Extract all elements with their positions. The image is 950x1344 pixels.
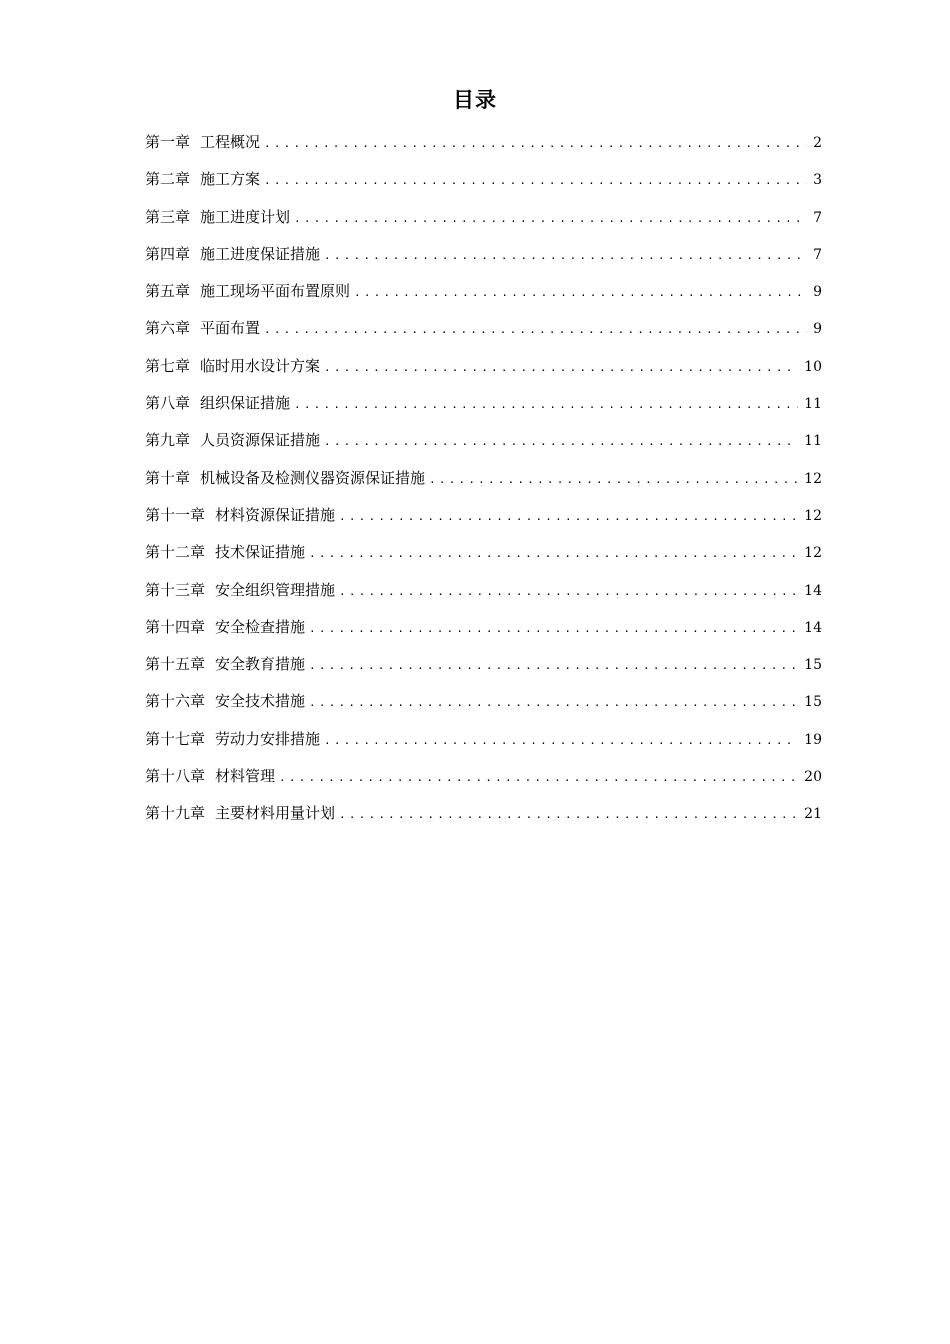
toc-entry[interactable]: [145, 460, 822, 497]
toc-dot-leader: [309, 647, 798, 684]
toc-page-number: 7: [813, 209, 822, 226]
toc-chapter-number: 第八章: [145, 394, 191, 413]
toc-page-number: 2: [813, 135, 822, 151]
toc-chapter-number: 第九章: [145, 431, 191, 450]
toc-page-number: 14: [804, 619, 822, 636]
toc-page-number: 10: [804, 358, 822, 375]
toc-chapter-title: 施工方案: [200, 170, 261, 189]
toc-dot-leader: [339, 573, 798, 610]
toc-chapter-title: 施工进度保证措施: [200, 244, 321, 263]
toc-chapter-title: 主要材料用量计划: [215, 804, 336, 823]
toc-chapter-title: 施工进度计划: [200, 207, 291, 226]
toc-page-number: 9: [813, 284, 822, 301]
toc-dot-leader: [354, 274, 807, 311]
toc-page-number: 21: [804, 806, 822, 823]
toc-page-number: 9: [813, 321, 822, 338]
toc-chapter-title: 材料资源保证措施: [215, 505, 336, 524]
toc-chapter-title: 技术保证措施: [215, 543, 306, 562]
toc-dot-leader: [264, 125, 807, 162]
toc-dot-leader: [279, 759, 798, 796]
toc-dot-leader: [264, 311, 807, 348]
toc-entry[interactable]: [145, 534, 822, 571]
toc-chapter-title: 机械设备及检测仪器资源保证措施: [200, 468, 426, 487]
toc-entry[interactable]: [145, 497, 822, 534]
toc-entry[interactable]: [145, 236, 822, 273]
toc-chapter-number: 第六章: [145, 319, 191, 338]
toc-dot-leader: [324, 349, 798, 386]
toc-page-number: 7: [813, 246, 822, 263]
toc-entry[interactable]: [145, 721, 822, 758]
toc-dot-leader: [309, 684, 798, 721]
toc-chapter-title: 人员资源保证措施: [200, 431, 321, 450]
toc-page-number: 15: [804, 694, 822, 711]
toc-dot-leader: [324, 237, 807, 274]
toc-chapter-title: 工程概况: [200, 133, 261, 151]
toc-entry[interactable]: [145, 683, 822, 720]
toc-title: 目录: [453, 88, 497, 112]
toc-chapter-number: 第三章: [145, 207, 191, 226]
toc-entry[interactable]: [145, 124, 822, 161]
toc-chapter-title: 施工现场平面布置原则: [200, 282, 351, 301]
toc-chapter-title: 组织保证措施: [200, 394, 291, 413]
toc-dot-leader: [309, 610, 798, 647]
toc-dot-leader: [264, 162, 807, 199]
toc-dot-leader: [309, 535, 798, 572]
toc-entry[interactable]: [145, 758, 822, 795]
toc-page-number: 12: [804, 470, 822, 487]
toc-page-number: 20: [804, 769, 822, 786]
toc-dot-leader: [294, 386, 798, 423]
toc-entry[interactable]: [145, 385, 822, 422]
toc-entry[interactable]: [145, 348, 822, 385]
toc-chapter-number: 第四章: [145, 244, 191, 263]
toc-entry[interactable]: [145, 273, 822, 310]
toc-entry[interactable]: [145, 422, 822, 459]
toc-dot-leader: [429, 461, 798, 498]
toc-chapter-number: 第十九章: [145, 804, 206, 823]
toc-page-number: 11: [804, 433, 822, 450]
toc-chapter-title: 平面布置: [200, 319, 261, 338]
toc-chapter-title: 安全教育措施: [215, 655, 306, 674]
toc-chapter-number: 第七章: [145, 356, 191, 375]
toc-list: [145, 124, 822, 833]
toc-entry[interactable]: [145, 310, 822, 347]
toc-chapter-number: 第十一章: [145, 505, 206, 524]
toc-entry[interactable]: [145, 795, 822, 832]
toc-dot-leader: [294, 200, 807, 237]
toc-chapter-number: 第十二章: [145, 543, 206, 562]
toc-dot-leader: [324, 722, 798, 759]
toc-page-number: 14: [804, 582, 822, 599]
toc-dot-leader: [339, 796, 798, 833]
toc-chapter-number: 第二章: [145, 170, 191, 189]
toc-chapter-title: 劳动力安排措施: [215, 729, 321, 748]
toc-page-number: 12: [804, 545, 822, 562]
toc-chapter-title: 安全组织管理措施: [215, 580, 336, 599]
toc-chapter-number: 第十六章: [145, 692, 206, 711]
toc-page-number: 12: [804, 507, 822, 524]
toc-chapter-number: 第十七章: [145, 729, 206, 748]
toc-chapter-title: 安全检查措施: [215, 617, 306, 636]
toc-entry[interactable]: [145, 161, 822, 198]
toc-chapter-title: 临时用水设计方案: [200, 356, 321, 375]
toc-chapter-number: 第十三章: [145, 580, 206, 599]
toc-chapter-number: 第十章: [145, 468, 191, 487]
toc-page-number: 3: [813, 172, 822, 189]
toc-page-number: 15: [804, 657, 822, 674]
toc-entry[interactable]: [145, 609, 822, 646]
toc-chapter-number: 第十四章: [145, 617, 206, 636]
toc-chapter-number: 第十八章: [145, 767, 206, 786]
toc-chapter-number: 第一章: [145, 133, 191, 151]
toc-entry[interactable]: [145, 199, 822, 236]
toc-chapter-title: 安全技术措施: [215, 692, 306, 711]
toc-page-number: 11: [804, 396, 822, 413]
toc-dot-leader: [324, 423, 798, 460]
toc-page-number: 19: [804, 731, 822, 748]
toc-entry[interactable]: [145, 646, 822, 683]
toc-chapter-number: 第十五章: [145, 655, 206, 674]
toc-dot-leader: [339, 498, 798, 535]
toc-chapter-number: 第五章: [145, 282, 191, 301]
toc-entry[interactable]: [145, 572, 822, 609]
toc-chapter-title: 材料管理: [215, 767, 276, 786]
